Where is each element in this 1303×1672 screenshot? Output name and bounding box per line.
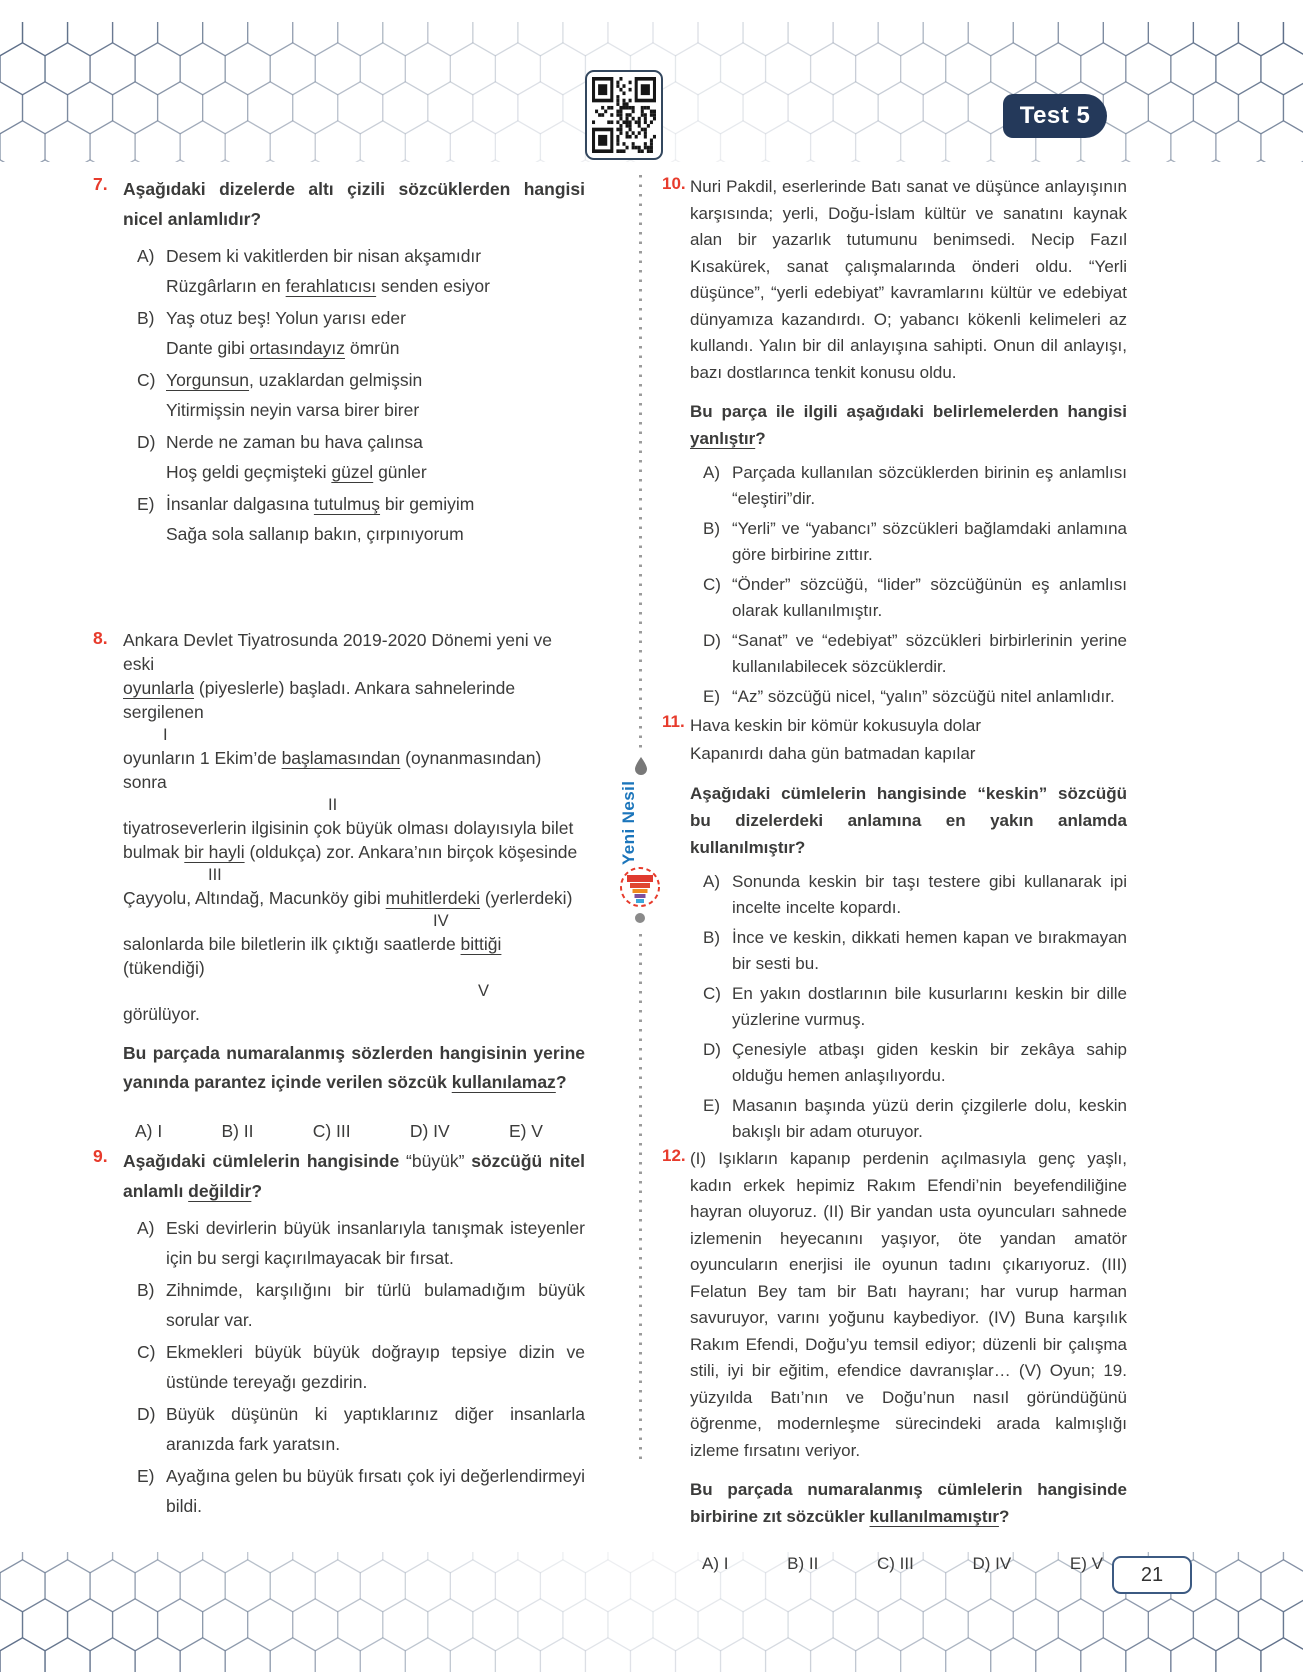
option-text: Desem ki vakitlerden bir nisan akşamıdır Rüzgârların en ferahlatıcısı senden esiyor bbox=[166, 246, 490, 296]
option-item bbox=[690, 1037, 1127, 1089]
option-item: A) I bbox=[135, 1121, 163, 1141]
option-text: Ayağına gelen bu büyük fırsatı çok iyi değerlendirmeyi bildi. bbox=[166, 1466, 585, 1516]
question-stem: (I) Işıkların kapanıp perdenin açılmasıyla genç yaşlı, kadın erkek hepimiz Rakım Efendi’nin beyefendiliğine hayran oluyoruz. (II) Bir yandan usta oyuncuları sahnede izlemenin heyecanını yaşıyor, öte yandan amatör oyuncuların enerjisi ile oyunun tadını çıkarıyoruz. (III) Felatun Bey tam bir Batı hayranı; har vurup harman savuruyor, varını yoğunu kaybediyor. (IV) Buna karşılık Rakım Efendi, Doğu’yu temsil ediyor; düzenli bir çalışma stili, iyi bir eğitim, efendice davranışlar… (V) Oyun; 19. yüzyılda Batı’nın ve Doğu’nun nasıl göründüğünü öğrenme, modernleşme sürecindeki arada kalmışlığı izleme fırsatını veriyor. bbox=[690, 1149, 1127, 1460]
brand-logo-icon bbox=[617, 864, 663, 910]
option-item bbox=[690, 684, 1127, 710]
option-item: B) II bbox=[787, 1554, 819, 1573]
stem-line: IV bbox=[433, 912, 449, 930]
verse-line: Hava keskin bir kömür kokusuyla dolar bbox=[690, 716, 982, 735]
option-label: A) bbox=[703, 872, 720, 891]
question-stem: Aşağıdaki cümlelerin hangisinde “büyük” sözcüğü nitel anlamlı değildir? bbox=[123, 1151, 586, 1201]
question-stem: Aşağıdaki dizelerde altı çizili sözcüklerden hangisi nicel anlamlıdır? bbox=[123, 179, 585, 229]
test-badge-label: Test 5 bbox=[1019, 102, 1091, 129]
option-text: Çenesiyle atbaşı giden keskin bir zekâya sahip olduğu hemen anlaşılıyordu. bbox=[732, 1040, 1127, 1085]
options-list bbox=[690, 869, 1127, 1145]
option-item: E) V bbox=[508, 1121, 543, 1141]
option-text: Büyük düşünün ki yaptıklarınız diğer insanlarla aranızda fark yaratsın. bbox=[166, 1404, 585, 1454]
option-text: İnce ve keskin, dikkati hemen kapan ve bırakmayan bir sesti bu. bbox=[732, 928, 1127, 973]
question-10 bbox=[662, 174, 1130, 714]
option-label: C) bbox=[703, 984, 721, 1003]
question-prompt: Aşağıdaki cümlelerin hangisinde “keskin” sözcüğü bu dizelerdeki anlamına en yakın anlamda kullanılmıştır? bbox=[690, 784, 1127, 857]
test-badge bbox=[1003, 94, 1107, 138]
option-label: B) bbox=[137, 308, 155, 328]
options-list bbox=[690, 460, 1127, 710]
stem-line: II bbox=[328, 796, 338, 814]
option-item bbox=[123, 304, 585, 363]
stem-line: V bbox=[478, 982, 490, 1000]
question-number: 9. bbox=[93, 1146, 108, 1166]
option-label: C) bbox=[137, 370, 156, 390]
question-stem: Nuri Pakdil, eserlerinde Batı sanat ve düşünce anlayışının karşısında; yerli, Doğu-İslam kültür ve sanatını kaynak alan bir yazarlık tutumunu benimsedi. Necip Fazıl Kısakürek, sanat çalışmalarında önderi oldu. “Yerli düşünce”, “yerli edebiyat” kavramlarını kültür ve edebiyat dünyamıza kazandırdı. O; yabancı kökenli kelimeleri az kullandı. Yalın bir dil anlayışına sahipti. Onun dil anlayışı, bazı dostlarınca tenkit konusu oldu. bbox=[690, 177, 1127, 382]
stem-line: tiyatroseverlerin ilgisinin çok büyük olması dolayısıyla bilet bbox=[123, 818, 574, 838]
option-item: C) III bbox=[312, 1121, 351, 1141]
stem-line: bulmak bir hayli (oldukça) zor. Ankara’nın birçok köşesinde bbox=[123, 842, 578, 862]
option-item: B) II bbox=[221, 1121, 254, 1141]
option-item bbox=[123, 1276, 585, 1335]
option-text: Sonunda keskin bir taşı testere gibi kullanarak ipi incelte incelte kopardı. bbox=[732, 872, 1127, 917]
options-list bbox=[123, 242, 585, 549]
divider-dots-bottom bbox=[639, 934, 642, 1462]
option-item bbox=[123, 1338, 585, 1397]
numeral-options bbox=[123, 1121, 543, 1142]
question-prompt: Bu parçada numaralanmış sözlerden hangisinin yerine yanında parantez içinde verilen sözcük kullanılamaz? bbox=[123, 1043, 585, 1092]
option-label: D) bbox=[137, 1404, 156, 1424]
divider-dot bbox=[635, 913, 645, 923]
question-number: 11. bbox=[662, 712, 685, 731]
qr-code bbox=[585, 70, 663, 160]
option-label: D) bbox=[137, 432, 156, 452]
option-label: C) bbox=[703, 575, 721, 594]
question-number: 7. bbox=[93, 174, 108, 194]
drop-icon bbox=[634, 757, 648, 775]
brand-logo-text: Yeni Nesil bbox=[619, 780, 638, 866]
question-12 bbox=[662, 1146, 1130, 1574]
question-7 bbox=[93, 174, 590, 552]
option-item bbox=[690, 628, 1127, 680]
option-label: E) bbox=[137, 1466, 155, 1486]
option-text: Parçada kullanılan sözcüklerden birinin eş anlamlısı “eleştiri”dir. bbox=[732, 463, 1127, 508]
option-text: Eski devirlerin büyük insanlarıyla tanışmak isteyenler için bu sergi kaçırılmayacak bir fırsat. bbox=[166, 1218, 585, 1268]
option-item bbox=[123, 366, 585, 425]
option-label: E) bbox=[703, 687, 720, 706]
divider-dots-top bbox=[639, 175, 642, 753]
option-label: C) bbox=[137, 1342, 156, 1362]
stem-line: I bbox=[163, 726, 168, 744]
option-item bbox=[123, 1462, 585, 1521]
option-item: E) V bbox=[1069, 1554, 1103, 1573]
question-stem bbox=[123, 628, 585, 1026]
stem-line: III bbox=[208, 866, 222, 884]
option-item bbox=[123, 428, 585, 487]
option-text: Ekmekleri büyük büyük doğrayıp tepsiye dizin ve üstünde tereyağı gezdirin. bbox=[166, 1342, 585, 1392]
qr-code-pattern bbox=[592, 77, 656, 153]
stem-line: salonlarda bile biletlerin ilk çıktığı saatlerde bittiği (tükendiği) bbox=[123, 934, 502, 978]
option-label: A) bbox=[137, 246, 155, 266]
option-text: Yaş otuz beş! Yolun yarısı eder Dante gibi ortasındayız ömrün bbox=[166, 308, 406, 358]
option-text: “Önder” sözcüğü, “lider” sözcüğünün eş anlamlısı olarak kullanılmıştır. bbox=[732, 575, 1127, 620]
option-text: Zihnimde, karşılığını bir türlü bulamadığım büyük sorular var. bbox=[166, 1280, 585, 1330]
option-text: Nerde ne zaman bu hava çalınsa Hoş geldi geçmişteki güzel günler bbox=[166, 432, 427, 482]
stem-line: görülüyor. bbox=[123, 1004, 200, 1024]
option-label: D) bbox=[703, 1040, 721, 1059]
question-8 bbox=[93, 628, 590, 1142]
option-label: B) bbox=[703, 928, 720, 947]
option-item bbox=[690, 572, 1127, 624]
option-label: A) bbox=[137, 1218, 155, 1238]
option-text: “Sanat” ve “edebiyat” sözcükleri birbirlerinin yerine kullanılabilecek sözcüklerdir. bbox=[732, 631, 1127, 676]
option-label: A) bbox=[703, 463, 720, 482]
numeral-options bbox=[690, 1554, 1103, 1574]
page-number-value: 21 bbox=[1140, 1563, 1164, 1586]
option-item bbox=[690, 460, 1127, 512]
question-11 bbox=[662, 712, 1130, 1149]
stem-line: Çayyolu, Altındağ, Macunköy gibi muhitlerdeki (yerlerdeki) bbox=[123, 888, 573, 908]
option-item bbox=[690, 869, 1127, 921]
option-item: D) IV bbox=[409, 1121, 450, 1141]
option-label: E) bbox=[703, 1096, 720, 1115]
question-number: 8. bbox=[93, 628, 108, 648]
stem-line: Ankara Devlet Tiyatrosunda 2019-2020 Dönemi yeni ve eski bbox=[123, 630, 552, 674]
option-item: C) III bbox=[876, 1554, 914, 1573]
option-label: D) bbox=[703, 631, 721, 650]
option-item bbox=[690, 925, 1127, 977]
option-item bbox=[123, 242, 585, 301]
stem-line: oyunların 1 Ekim’de başlamasından (oynanmasından) sonra bbox=[123, 748, 542, 792]
page-number bbox=[1112, 1556, 1192, 1594]
option-item bbox=[690, 981, 1127, 1033]
option-text: Masanın başında yüzü derin çizgilerle dolu, keskin bakışlı bir adam oturuyor. bbox=[732, 1096, 1127, 1141]
options-list bbox=[123, 1214, 585, 1521]
option-item bbox=[123, 1400, 585, 1459]
option-item bbox=[690, 1093, 1127, 1145]
question-prompt: Bu parça ile ilgili aşağıdaki belirlemelerden hangisi yanlıştır? bbox=[690, 402, 1127, 448]
option-text: İnsanlar dalgasına tutulmuş bir gemiyim Sağa sola sallanıp bakın, çırpınıyorum bbox=[166, 494, 475, 544]
option-text: “Yerli” ve “yabancı” sözcükleri bağlamdaki anlamına göre birbirine zıttır. bbox=[732, 519, 1127, 564]
option-label: B) bbox=[703, 519, 720, 538]
option-text: En yakın dostlarının bile kusurlarını keskin bir dille yüzlerine vurmuş. bbox=[732, 984, 1127, 1029]
option-label: E) bbox=[137, 494, 155, 514]
option-item bbox=[123, 1214, 585, 1273]
option-item bbox=[123, 490, 585, 549]
verse-lines bbox=[690, 712, 1127, 768]
option-text: “Az” sözcüğü nicel, “yalın” sözcüğü nitel anlamlıdır. bbox=[732, 687, 1115, 706]
question-prompt: Bu parçada numaralanmış cümlelerin hangisinde birbirine zıt sözcükler kullanılmamıştır? bbox=[690, 1480, 1127, 1526]
question-9 bbox=[93, 1146, 590, 1524]
question-number: 10. bbox=[662, 174, 686, 193]
verse-line: Kapanırdı daha gün batmadan kapılar bbox=[690, 744, 976, 763]
option-text: Yorgunsun, uzaklardan gelmişsin Yitirmişsin neyin varsa birer birer bbox=[166, 370, 423, 420]
option-item: D) IV bbox=[972, 1554, 1012, 1573]
option-label: B) bbox=[137, 1280, 155, 1300]
option-item bbox=[690, 516, 1127, 568]
option-item: A) I bbox=[702, 1554, 729, 1573]
stem-line: oyunlarla (piyeslerle) başladı. Ankara sahnelerinde sergilenen bbox=[123, 678, 516, 722]
question-number: 12. bbox=[662, 1146, 686, 1165]
